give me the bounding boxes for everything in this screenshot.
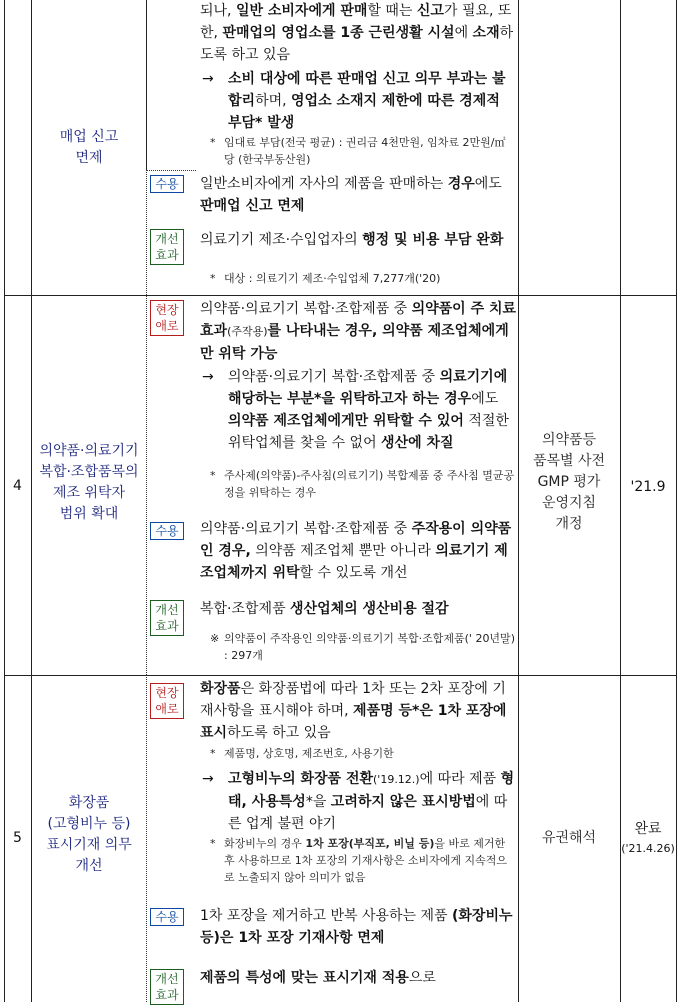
row-divider: [4, 295, 676, 296]
text-run: 시설: [422, 25, 455, 41]
arrow-icon: →: [202, 71, 214, 87]
text-run: 에 따른 업계 불편 야기: [228, 794, 508, 832]
text-run: 행정 및 비용 부담 완화: [362, 232, 504, 248]
issue-note: * 임대료 부담(전국 평균) : 권리금 4천만원, 임차료 2만원/㎡당 (한국부동산원): [210, 136, 506, 166]
text-run: 를 나타내는 경우, 의약품 제조업체에게만 위탁 가능: [200, 323, 509, 362]
text-run: 할 때는: [367, 3, 417, 19]
row-number: 5: [13, 830, 22, 846]
text-run: 판매업의 영업소를 1종 근린생활: [222, 25, 423, 41]
text-run: 에 따라 제품: [419, 771, 501, 787]
text-run: 판매업 신고 면제: [200, 198, 305, 214]
text-run: 불합리: [228, 71, 506, 109]
issue-arrow: [202, 768, 516, 835]
text-run: 경우: [439, 391, 472, 407]
text-run: 일반 소비자에게 판매: [235, 3, 368, 19]
text-run: 으로: [408, 970, 436, 986]
text-run: 복합·조합제품: [200, 601, 291, 617]
issue-note: * 주사제(의약품)-주사침(의료기기) 복합제품 중 주사침 멸균공정을 위탁하는 경우: [210, 469, 515, 499]
text-run: 되나,: [200, 3, 236, 19]
text-run: 일반소비자에게 자사의 제품을 판매하는: [200, 176, 448, 192]
issue-note: * 화장비누의 경우 1차 포장(부직포, 비닐 등)을 바로 제거한 후 사용하므로 1차 포장의 기재사항은 소비자에게 지속적으로 노출되지 않아 의미가 없음: [210, 837, 507, 884]
text-run: 1차 포장을 제거하고 반복 사용하는 제품: [200, 908, 452, 924]
accept-tag: 수용: [150, 908, 184, 926]
row-divider: [4, 675, 676, 676]
completion-date: 완료 ('21.4.26): [621, 821, 675, 855]
text-run: 의약품·의료기기 복합·조합제품 중: [228, 369, 440, 385]
accept-tag: 수용: [150, 522, 184, 540]
text-run: 생산업체의 생산비용 절감: [290, 601, 449, 617]
text-run: 소비 대상에 따른 판매업 신고 의무 부과는: [228, 71, 488, 87]
text-run: 에도: [474, 176, 502, 192]
text-run: 하며,: [255, 93, 292, 109]
issue-tag: 현장 애로: [150, 683, 184, 719]
accept-tag: 수용: [150, 175, 184, 193]
text-run: 영업소 소재지 제한에 따른: [291, 93, 455, 109]
effect-text: [200, 229, 516, 251]
text-run: 의료기기에 해당하는 부분*을 위탁하고자 하는: [228, 369, 508, 407]
text-run: 화장품: [200, 681, 241, 697]
text-run: 을 바로 제거한 후 사용하므로 1차 포장의 기재사항은 소비자에게 지속적으로 노출되지 않아 의미가 없음: [224, 837, 507, 884]
table-border-right: [676, 0, 677, 1002]
text-run: 의약품이 주 치료효과: [200, 301, 517, 339]
row-title: 화장품 (고형비누 등) 표시기재 의무 개선: [46, 795, 132, 874]
issue-note: * 제품명, 상호명, 제조번호, 사용기한: [210, 747, 394, 760]
completion-date: '21.9: [630, 479, 666, 495]
issue-text: [200, 298, 516, 365]
text-run: 고형비누의 화장품 전환: [228, 771, 373, 787]
effect-tag: 개선 효과: [150, 969, 184, 1005]
effect-tag: 개선 효과: [150, 229, 184, 265]
effect-text: [200, 598, 516, 620]
text-run: 하도록 하고 있음: [227, 725, 331, 741]
text-run: 적절한 위탁업체를 찾을 수 없어: [228, 413, 509, 451]
issue-tag: 현장 애로: [150, 300, 184, 336]
text-run: 형태, 사용특성: [228, 771, 515, 810]
tag-col-divider: [146, 295, 147, 675]
table-border-left: [4, 0, 5, 1002]
effect-text: [200, 967, 516, 989]
text-run: 신고: [416, 3, 444, 19]
text-run: 의료기기 제조·수입업자의: [200, 232, 363, 248]
text-run: 제품명 등*은 1차 포장에 표시: [200, 703, 507, 741]
text-run: 은 화장품법에 따라 1차 또는 2차 포장에 기재사항을 표시해야 하며,: [200, 681, 506, 719]
text-run: 제품의 특성에 맞는 표시기재 적용: [200, 970, 409, 986]
effect-note: ※ 의약품이 주작용인 의약품·의료기기 복합·조합제품(' 20년말) : 297개: [210, 632, 515, 662]
text-run: 의약품·의료기기 복합·조합제품 중: [200, 301, 412, 317]
improvement-method: 의약품등 품목별 사전 GMP 평가 운영지침 개정: [532, 432, 606, 532]
text-run: 의료기기 제조업체까지 위탁: [200, 543, 508, 581]
tag-divider: [146, 170, 196, 171]
accept-text: [200, 173, 516, 217]
text-run: 소재: [472, 25, 500, 41]
text-run: 1차 포장(부직포, 비닐 등): [305, 837, 435, 850]
text-run: (주작용): [227, 325, 268, 338]
text-run: 할 수 있도록 개선: [299, 565, 408, 581]
text-run: 생산에 차질: [381, 435, 454, 451]
text-run: 의약품 제조업체 뿐만 아니라: [250, 543, 436, 559]
row-number: 4: [13, 478, 22, 494]
effect-tag: 개선 효과: [150, 600, 184, 636]
row-title: 의약품·의료기기 복합·조합품목의 제조 위탁자 범위 확대: [39, 443, 139, 522]
row-title: 매업 신고 면제: [59, 129, 119, 166]
tag-col-divider: [146, 170, 147, 295]
text-run: 하도록 하고 있음: [200, 25, 514, 63]
issue-arrow: [202, 366, 516, 454]
tag-col-divider: [146, 675, 147, 1002]
text-run: 필요, 또한,: [200, 3, 512, 41]
issue-text: [200, 678, 516, 744]
col-divider: [146, 0, 147, 170]
arrow-icon: →: [202, 369, 214, 385]
text-run: 에도: [471, 391, 499, 407]
text-run: 의약품 제조업체에게만 위탁할 수 있어: [228, 413, 464, 429]
text-run: 주작용이 의약품인 경우,: [200, 521, 512, 559]
text-run: 가: [443, 3, 458, 19]
effect-note: * 대상 : 의료기기 제조·수입업체 7,277개('20): [210, 272, 441, 285]
accept-text: [200, 518, 516, 584]
accept-text: [200, 905, 516, 949]
issue-text: [200, 0, 516, 66]
text-run: 경우: [447, 176, 475, 192]
improvement-method: 유권해석: [541, 830, 597, 846]
text-run: 의약품·의료기기 복합·조합제품 중: [200, 521, 412, 537]
issue-arrow: [202, 68, 516, 134]
text-run: (화장비누 등)은 1차 포장 기재사항 면제: [200, 908, 513, 946]
arrow-icon: →: [202, 771, 214, 787]
text-run: 화장비누의 경우: [224, 837, 306, 850]
text-run: 경제적 부담* 발생: [228, 93, 500, 131]
text-run: 고려하지 않은 표시방법: [330, 794, 476, 810]
text-run: *을: [305, 794, 331, 810]
text-run: 에: [454, 25, 473, 41]
text-run: ('19.12.): [373, 773, 420, 786]
